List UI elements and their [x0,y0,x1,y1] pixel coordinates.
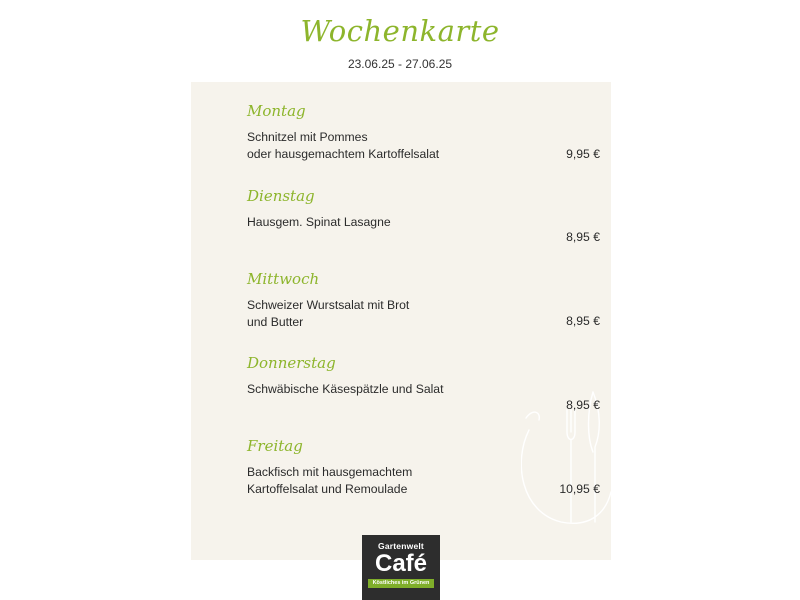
dish-line: Schnitzel mit Pommes [247,130,368,144]
menu-card [191,82,611,560]
price: 8,95 € [566,230,600,244]
price: 9,95 € [566,147,600,161]
logo-top-text: Gartenwelt [378,541,424,551]
logo-main-text: Café [374,550,428,577]
dish-line: Kartoffelsalat und Remoulade [247,482,408,496]
price: 8,95 € [566,314,600,328]
day-name: Donnerstag [247,354,336,372]
day-name: Montag [247,102,306,120]
dish-line: Schweizer Wurstsalat mit Brot [247,298,410,312]
dish-line [247,398,567,415]
day-section-mittwoch [247,268,567,331]
price: 10,95 € [559,482,600,496]
date-range: 23.06.25 - 27.06.25 [347,57,453,71]
menu-title: Wochenkarte [300,14,500,48]
dish-line: und Butter [247,315,304,329]
dish-line: Schwäbische Käsespätzle und Salat [247,382,444,396]
day-name: Dienstag [247,187,315,205]
day-section-montag [247,100,567,163]
logo-tagline: Köstliches im Grünen [368,579,434,588]
day-name: Mittwoch [247,270,320,288]
dish-line: Backfisch mit hausgemachtem [247,465,413,479]
dish-line: oder hausgemachtem Kartoffelsalat [247,147,440,161]
price: 8,95 € [566,398,600,412]
day-name: Freitag [247,437,303,455]
dish-line: Hausgem. Spinat Lasagne [247,215,391,229]
day-section-donnerstag [247,352,567,415]
day-section-freitag [247,435,567,498]
dish-line [247,231,567,248]
gartenwelt-cafe-logo [362,535,440,600]
day-section-dienstag [247,185,567,248]
